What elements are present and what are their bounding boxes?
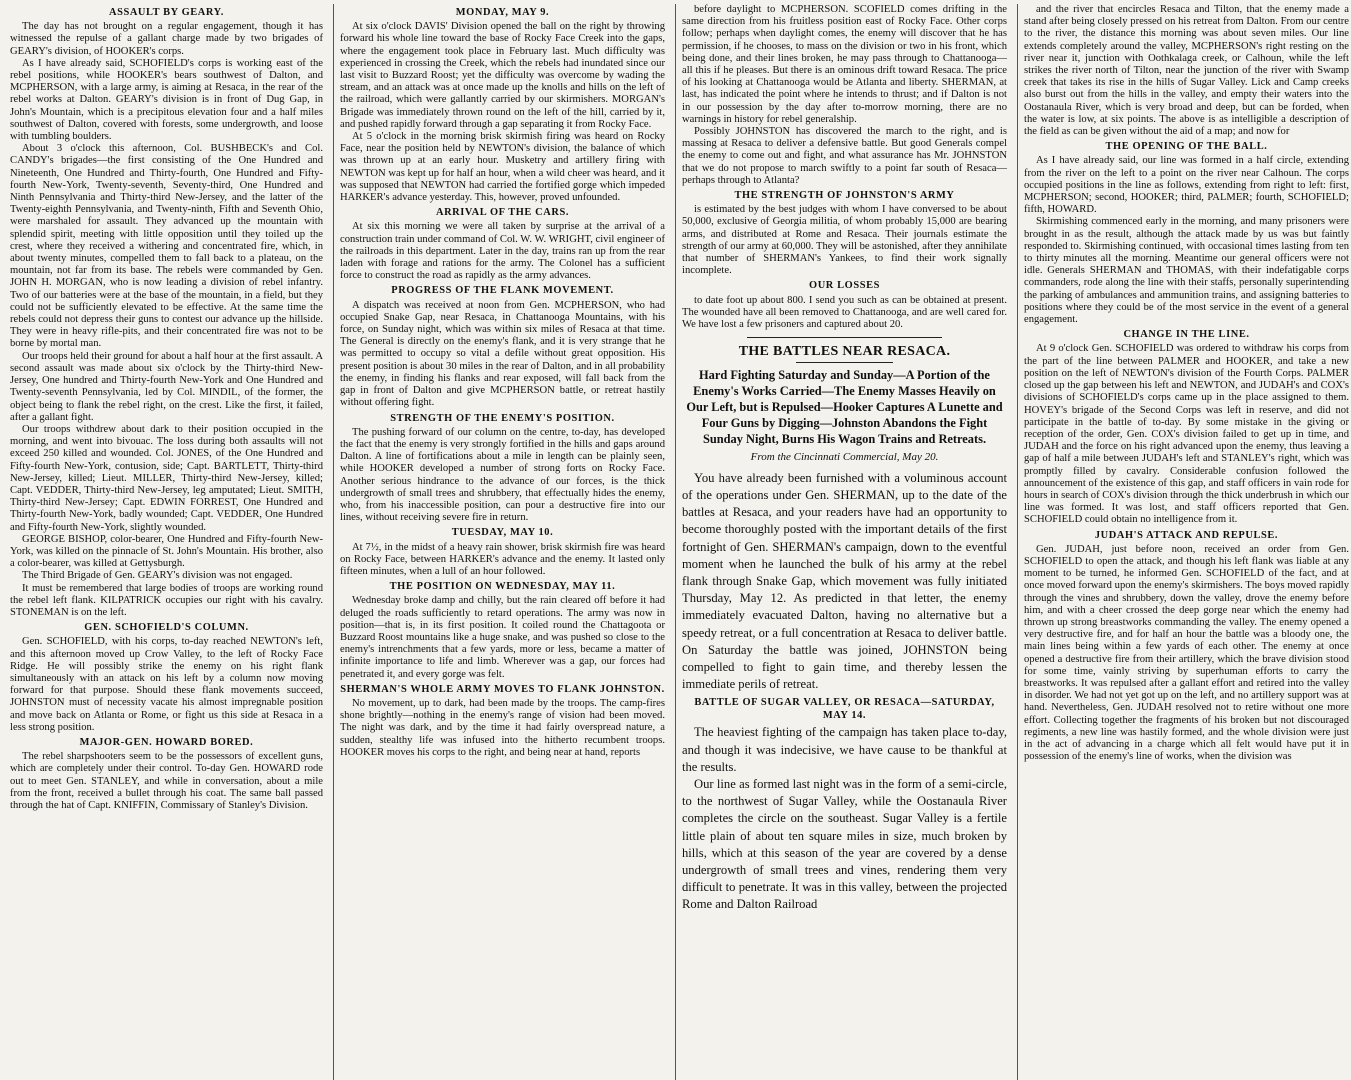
column-3 (675, 4, 1013, 1080)
heading-tuesday-may-10: TUESDAY, MAY 10. (451, 527, 554, 539)
paragraph: The pushing forward of our column on the centre, to-day, has developed the fact that the enemy is very strongly fortified in the hills and gaps around Dalton. A line of fortifications about a mile in length can be plainly seen, while HOOKER developed a number of strong forts on Rocky Face. Another serious hindrance to the advance of our forces, is the thick undergrowth of small trees and shrubbery, that effectually hides the enemy, who, from his inaccessible position, can pour a destructive fire into our lines, without receiving severe fire in return. (340, 426, 665, 524)
paragraph: At 5 o'clock in the morning brisk skirmish firing was heard on Rocky Face, near the position held by NEWTON's division, the balance of which was thrown up at an early hour. Musketry and artillery firing with NEWTON was kept up for half an hour, when a wild cheer was heard, and it was supposed that NEWTON had carried the fortified gorge which impeded HARKER's advance yesterday. This, however, proved unfounded. (340, 131, 665, 204)
paragraph: The day has not brought on a regular engagement, though it has witnessed the repulse of a gallant charge made by two brigades of GEARY's division, of HOOKER's corps. (10, 21, 323, 57)
paragraph: The Third Brigade of Gen. GEARY's division was not engaged. (22, 570, 293, 582)
paragraph: As I have already said, SCHOFIELD's corps is working east of the rebel positions, while HOOKER's bears southwest of Dalton, and MCPHERSON, with a large army, is aiming at Resaca, in the rear of the rebel works at Dalton. GEARY's division is in front of Dug Gap, in John's Mountain, which is a precipitous elevation four and a half miles southwest of Dalton, covered with forests, some undergrowth, and loose with tumbling boulders. (10, 57, 323, 143)
paragraph: As I have already said, our line was formed in a half circle, extending from the river on the left to a point on the river near Calhoun. The corps occupied positions in the line as follows, extending from right to left: first, MCPHERSON; second, HOOKER; third, PALMER; fourth, SCHOFIELD; fifth, HOWARD. (1024, 155, 1349, 216)
paragraph: At 9 o'clock Gen. SCHOFIELD was ordered to withdraw his corps from the part of the line between PALMER and HOOKER, and take a new position on the left of NEWTON's division of the Fourth Corps. PALMER closed up the gap between his left and NEWTON, and JUDAH's and COX's divisions of SCHOFIELD's corps came up in the place assigned to them. HOVEY's brigade of the Second Corps was left in reserve, and did not participate in the battle of to-day. By some mistake in the giving or reception of the order, Gen. COX's division failed to get up in time, and JUDAH and the force on his right advanced upon the enemy, thus leaving a gap of half a mile between JUDAH's left and STANLEY's right, which was promptly filled by cavalry. Considerable confusion followed the announcement of the existence of this gap, and staff officers in vain rode for hours in search of COX's division through the thick underbrush in which our line was formed. It was lost, and staff officers reported that Gen. SCHOFIELD could obtain no intelligence from it. (1024, 343, 1349, 526)
heading-howard-bored: MAJOR-GEN. HOWARD BORED. (79, 736, 254, 748)
article-body (682, 470, 1007, 914)
paragraph: is estimated by the best judges with whom I have conversed to be about 50,000, exclusive of Georgia militia, of whom probably 15,000 are bearing arms, and distributed at Rome and Resaca. Their journals estimate the strength of our army at 60,000. They will be astonished, after they annihilate that number of SHERMAN's Yankees, to find their work signally incomplete. (682, 204, 1007, 277)
heading-enemy-position: STRENGTH OF THE ENEMY'S POSITION. (390, 412, 615, 424)
heading-schofield-column: GEN. SCHOFIELD'S COLUMN. (84, 622, 249, 634)
paragraph: GEORGE BISHOP, color-bearer, One Hundred and Fifty-fourth New-York, was killed on the pinnacle of St. John's Mountain. His brother, also a color-bearer, was killed at Gettysburgh. (10, 533, 323, 570)
paragraph: Our line as formed last night was in the form of a semi-circle, to the northwest of Sugar Valley, while the Oostanaula River completes the circle on the southeast. Sugar Valley is a fertile little plain of about ten square miles in size, much broken by hills, which at this season of the year are covered by a dense undergrowth of small trees and vines, rendering them very difficult to penetrate. It was in this valley, between the projected Rome and Dalton Railroad (682, 776, 1007, 912)
heading-monday-may-9: MONDAY, MAY 9. (455, 7, 550, 18)
paragraph: Wednesday broke damp and chilly, but the rain cleared off before it had deluged the roads sufficiently to retard operations. The army was now in position—that is, in its first position. It coiled round the Chattagoota or Buzzard Roost mountains like a huge snake, and was pushed so close to the enemy's intrenchments that a few yards, more or less, became a matter of infinite importance to life and limb. Wherever was a gap, our forces had penetrated it, and every gorge was felt. (340, 595, 665, 680)
heading-johnston-strength: THE STRENGTH OF JOHNSTON'S ARMY (734, 190, 955, 202)
heading-arrival-of-cars: ARRIVAL OF THE CARS. (435, 207, 570, 219)
heading-sugar-valley: BATTLE OF SUGAR VALLEY, OR RESACA—SATURDAY, MAY 14. (694, 697, 995, 722)
paragraph: The rebel sharpshooters seem to be the possessors of excellent guns, which are completely under their control. To-day Gen. HOWARD rode out to meet Gen. STANLEY, and while in conversation, about a mile from the front, received a bullet through his coat. The same ball passed through the hat of Capt. KNIFFIN, Commissary of Stanley's Division. (10, 751, 323, 811)
paragraph: No movement, up to dark, had been made by the troops. The camp-fires shone brightly—nothing in the enemy's range of vision had been moved. The night was dark, and by the time it had fairly overspread nature, a sudden, stealthy life was infused into the hitherto recumbent troops. HOOKER moves his corps to the right, and being near at hand, reports (340, 697, 665, 758)
source-credit: From the Cincinnati Commercial, May 20. (750, 451, 939, 464)
subheadline: Hard Fighting Saturday and Sunday—A Portion of the Enemy's Works Carried—The Enemy Masses Heavily on Our Left, but is Repulsed—Hooker Captures A Lunette and Four Guns by Digging—Johnston Abandons the Fight Sunday Night, Burns His Wagon Trains and Retreats. (686, 368, 1003, 447)
divider-rule (747, 337, 942, 338)
paragraph: At six this morning we were all taken by surprise at the arrival of a construction train under command of Col. W. W. WRIGHT, civil engineer of the railroads in this department. Later in the day, trains ran up from the rear laden with forage and rations for the army. The Colonel has a sufficient force to construct the road as rapidly as the army advances. (340, 221, 665, 282)
paragraph: Skirmishing commenced early in the morning, and many prisoners were brought in as the result, although the attack made by us was but faintly responded to. Skirmishing continued, with occasional times lasting from ten to thirty minutes all the morning. Meantime our general officers were not idle. Generals SHERMAN and THOMAS, with their indefatigable corps commanders, rode along the line with their staffs, personally superintending the parking of ambulances and ammunition trains, and assigning batteries to positions where they could be of the most service in the event of a general engagement. (1024, 216, 1349, 326)
heading-assault-by-geary: ASSAULT BY GEARY. (108, 7, 225, 18)
column-2 (333, 4, 671, 1080)
heading-change-in-line: CHANGE IN THE LINE. (1123, 329, 1250, 341)
paragraph: You have already been furnished with a voluminous account of the operations under Gen. SHERMAN, up to the date of the battles at Resaca, and your readers have had an opportunity to become thoroughly posted with the important details of the first fortnight of Gen. SHERMAN's campaign, down to the eventful moment when he launched the bulk of his army at the rebel flank through Snake Gap, which movement was fully initiated Thursday, May 12. As predicted in that letter, the enemy immediately evacuated Dalton, having no alternative but a speedy retreat, or a full concentration at Resaca to deliver battle. On Saturday the battle was joined, JOHNSTON being compelled to fight to gain time, and thereby lessen the immediate perils of retreat. (682, 470, 1007, 692)
paragraph: The heaviest fighting of the campaign has taken place to-day, and though it was indecisive, we have cause to be thankful at the results. (682, 725, 1007, 774)
paragraph: A dispatch was received at noon from Gen. MCPHERSON, who had occupied Snake Gap, near Resaca, in Chattanooga Mountains, with his force, on Sunday night, which was within six miles of Resaca at that time. The General is directly on the enemy's flank, and it is very strange that he was permitted to occupy so vital a defile without great opposition. His present position is about 30 miles in the rear of Dalton, and in all probability the enemy, in finding his flanks and rear exposed, will fall back from the gap in front of Dalton and give MCPHERSON battle, or retreat hastily without offering fight. (340, 299, 665, 409)
paragraph: Possibly JOHNSTON has discovered the march to the right, and is massing at Resaca to deliver a defensive battle. But good Generals compel the enemy to come out and fight, and what assurance has Mr. JOHNSTON that we do not propose to march swiftly to a point far south of Resaca—perhaps through to Atlanta? (682, 126, 1007, 186)
paragraph: At six o'clock DAVIS' Division opened the ball on the right by throwing forward his whole line toward the base of Rocky Face Creek into the gaps, where the engagement took place in February last. Much difficulty was experienced in crossing the Creek, which the rebels had inundated since our last visit to Buzzard Roost; yet the difficulty was overcome by wading the stream, and an attack was at once made up the knolls and hills on the left of the railroad, which were gallantly carried by our skirmishers. MORGAN's Brigade was immediately thrown round on the left of the hill, carried by it, and pushed rapidly forward through a gap separating it from Rocky Face. (340, 21, 665, 130)
column-4 (1017, 4, 1351, 1080)
paragraph: Gen. SCHOFIELD, with his corps, to-day reached NEWTON's left, and this afternoon moved up Crow Valley, to the left of Rocky Face Ridge. He will possibly strike the enemy on his right flank simultaneously with an attack on his left by a column now moving forward for that purpose. Should these flank movements succeed, JOHNSTON must of necessity vacate his almost impregnable position and move back on Atlanta or Rome, or fight us this side at Resaca in a less strong position. (10, 636, 323, 733)
paragraph: At 7½, in the midst of a heavy rain shower, brisk skirmish fire was heard on Rocky Face, between HARKER's advance and the enemy. It lasted only fifteen minutes, when a lull of an hour followed. (340, 541, 665, 577)
paragraph: It must be remembered that large bodies of troops are working round the rebel left flank. KILPATRICK occupies our right with his cavalry. STONEMAN is on the left. (10, 582, 323, 618)
heading-judah-attack: JUDAH'S ATTACK AND REPULSE. (1094, 529, 1279, 541)
paragraph: to date foot up about 800. I send you such as can be obtained at present. The wounded have all been removed to Chattanooga, and are well cared for. We have lost a few prisoners and captured about 20. (682, 294, 1007, 331)
paragraph: Our troops withdrew about dark to their position occupied in the morning, and went into bivouac. The loss during both assaults will not exceed 250 killed and wounded. Col. JONES, of the One Hundred and Fifty-fourth New-York, contusion, side; Capt. BARTLETT, Thirty-third New-Jersey, killed; Lieut. MILLER, Thirty-third New-Jersey, killed; Capt. VEDDER, Thirty-third New-Jersey, leg amputated; Lieut. SMITH, Thirty-third New-Jersey; Capt. EDWIN FORREST, One Hundred and Thirty-fourth New-York, badly wounded; Capt. VEDDER, One Hundred and Fifty-fourth New-York, slightly wounded. (10, 423, 323, 533)
heading-our-losses: OUR LOSSES (809, 280, 880, 292)
heading-position-wednesday: THE POSITION ON WEDNESDAY, MAY 11. (389, 581, 616, 593)
paragraph: Gen. JUDAH, just before noon, received an order from Gen. SCHOFIELD to open the attack, and though his left flank was liable at any moment to be turned, he informed Gen. SCHOFIELD of the fact, and at once moved forward upon the enemy's skirmishers. The boys moved rapidly through the vines and shrubbery, down the valley, drove the enemy before him, and with a cheer crossed the deep gorge near which the enemy had thrown up strong breastworks commanding the valley. The enemy opened a very destructive fire, and for half an hour the battle was a bloody one, the main lines being within a few yards of each other. The enemy at once opened a destructive fire from their artillery, which the brave division stood for some time, vainly striving by superhuman efforts to carry the breastworks. It was repulsed after a gallant effort and retired into the valley in disorder. We had not yet got up on the left, and no artillery support was at hand. Nevertheless, Gen. JUDAH resolved not to retire without one more effort. Collecting together the fragments of his broken but not discouraged regiments, a new line was hastily formed, and the whole division were just in the act of advancing in a charge which all felt would have put it in possession of the enemy's line of works, when the division was (1024, 543, 1349, 763)
paragraph: and the river that encircles Resaca and Tilton, that the enemy made a stand after being closely pressed on his retreat from Dalton. From our centre to the river, the distance this morning was about seven miles. Our line extends completely around the valley, MCPHERSON's right resting on the river near it, junction with Oothkalaga creek, or Calhoun, while the left strikes the river north of Tilton, near the junction of the river with Swamp creek that takes its rise in the hills of Sugar Valley. Lick and Camp creeks also burst out from the hills in the valley, and empty their waters into the Oostanaula River, which is very broad and deep, but can be forded, when the water is low, at six points. The above is as intelligible a description of the field as can be given without the aid of a map; and now for (1024, 4, 1349, 138)
paragraph: Our troops held their ground for about a half hour at the first assault. A second assault was made about six o'clock by the Thirty-third New-Jersey, One hundred and Thirty-fourth New-York and One Hundred and Twenty-seventh Pennsylvania, led by Col. MINDIL, of the former, the object being to flank the rebel right, on the crest. Like the first, it failed, after a gallant fight. (10, 350, 323, 423)
paragraph: About 3 o'clock this afternoon, Col. BUSHBECK's and Col. CANDY's brigades—the first consisting of the One Hundred and Nineteenth, One Hundred and Thirty-fourth, One Hundred and Fifty-fourth New-York, Twenty-seventh, Seventy-third, One Hundred and Ninth Pennsylvania and Thirty-third New-Jersey, and the latter of the Twenty-eighth Pennsylvania, and Twenty-ninth, Fifth and Seventh Ohio, were marshaled for assault. They advanced up the mountain with splendid spirit, meeting with little opposition until they toiled up the crest, where they received a withering and concentrated fire, which, in about twenty minutes, compelled them to fall back to a plateau, on the mountain, not far from its base. The rebels were commanded by Gen. JOHN H. MORGAN, who is now leading a division of rebel infantry. Two of our batteries were at the base of the mountain, in a field, but they could not be sufficiently elevated to be effective. At the same time the rebels could not depress their guns to contest our advance up the hillside. They were in heavy rifle-pits, and their concentrated fire was not to be borne by mortal man. (10, 143, 323, 350)
heading-opening-of-ball: THE OPENING OF THE BALL. (1105, 141, 1268, 153)
divider-rule (796, 362, 894, 363)
headline: THE BATTLES NEAR RESACA. (738, 344, 951, 360)
heading-sherman-flank: SHERMAN'S WHOLE ARMY MOVES TO FLANK JOHNSTON. (340, 683, 665, 695)
column-1 (4, 4, 329, 1080)
paragraph: before daylight to MCPHERSON. SCOFIELD comes drifting in the same direction from his fruitless position east of Rocky Face. Other corps follow; perhaps when daylight comes, the enemy will discover that he has permission, if he chooses, to mass on the division or two in his front, which being done, and their lines broken, he may pass through to Chattanooga—all this if he pleases. But there is an ominous drift toward Resaca. The price of his looking at Chattanooga would be Atlanta and liberty. SHERMAN, at last, has indicated the point where he intends to thrust; and if Dalton is not in our possession by the day after to-morrow morning, there are no warnings in history for rebel generalship. (682, 4, 1007, 125)
heading-flank-movement: PROGRESS OF THE FLANK MOVEMENT. (391, 285, 614, 297)
